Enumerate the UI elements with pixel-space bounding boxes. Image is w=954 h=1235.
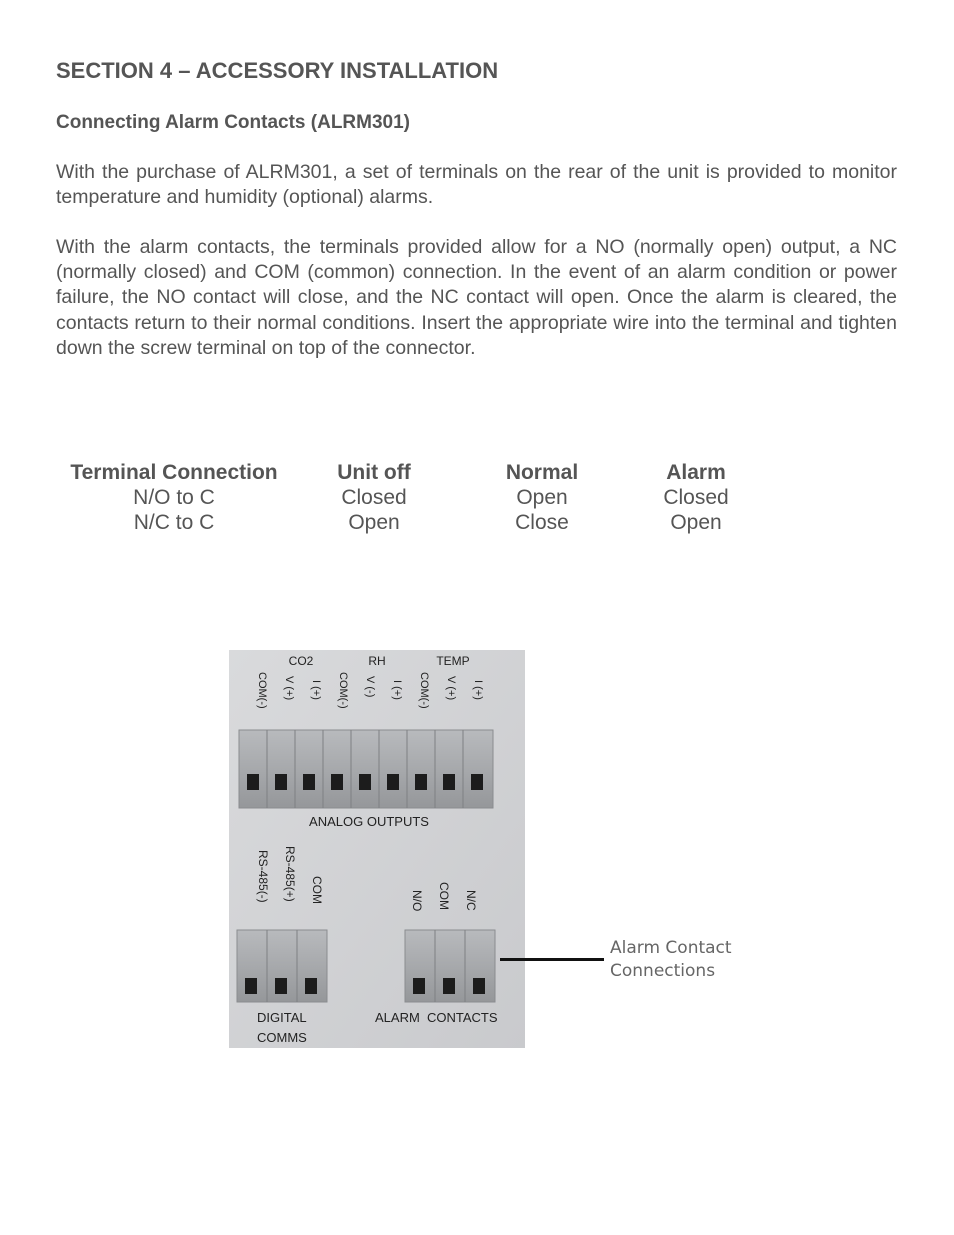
table-row (58, 510, 766, 535)
table-header: Unit off (337, 461, 411, 484)
digital-comms-block (237, 930, 327, 1002)
table-row (58, 485, 766, 510)
table-cell: Closed (663, 486, 729, 509)
table-cell: Open (348, 511, 400, 534)
analog-terminal-label: COM(-) (256, 672, 268, 709)
digital-comms-caption: COMMS (257, 1030, 307, 1045)
digital-comms-caption: DIGITAL (257, 1010, 307, 1025)
table-cell: Open (670, 511, 722, 534)
table-cell: Open (516, 486, 568, 509)
analog-terminal-label: V (+) (283, 676, 295, 701)
table-header-row (58, 460, 766, 485)
callout-line-2: Connections (610, 961, 716, 981)
table-cell: Closed (341, 486, 407, 509)
table-cell: Close (515, 511, 569, 534)
comms-terminal-label: COM (310, 876, 324, 904)
alarm-contacts-block (405, 930, 495, 1002)
table-cell: N/C to C (133, 511, 215, 534)
group-label-temp: TEMP (436, 654, 470, 668)
analog-terminal-label: V (-) (364, 676, 376, 698)
analog-terminal-label: I (+) (472, 680, 484, 700)
alarm-contact-callout (610, 937, 732, 983)
analog-terminal-block (239, 730, 493, 808)
analog-terminal-label: V (+) (445, 676, 457, 701)
comms-terminal-label: RS-485(+) (283, 846, 297, 902)
contacts-paragraph: With the alarm contacts, the terminals provided allow for a NO (normally open) output, a NC (normally closed) and COM (common) connection. In the event of an alarm condition or power failure, the NO contact will close, and the NC contact will open. Once the alarm is cleared, the contacts return to their normal conditions. Insert the appropriate wire into the terminal and tighten down the screw terminal on top of the connector. (56, 236, 897, 359)
analog-terminal-label: I (+) (391, 680, 403, 700)
group-label-rh: RH (368, 654, 386, 668)
alarm-contact-table (58, 460, 766, 535)
callout-pointer-line (500, 958, 604, 961)
analog-terminal-label: I (+) (310, 680, 322, 700)
intro-paragraph: With the purchase of ALRM301, a set of terminals on the rear of the unit is provided to monitor temperature and humidity (optional) alarms. (56, 161, 897, 209)
section-title: SECTION 4 – ACCESSORY INSTALLATION (56, 58, 499, 83)
table-header: Terminal Connection (70, 461, 278, 484)
alarm-contacts-caption: ALARM CONTACTS (375, 1010, 498, 1025)
terminal-block-drawing (229, 650, 525, 1050)
table-header: Alarm (666, 461, 726, 484)
analog-outputs-caption: ANALOG OUTPUTS (309, 814, 429, 829)
terminal-block-photo (229, 650, 525, 1050)
table-cell: N/O to C (133, 486, 215, 509)
comms-terminal-label: RS-485(-) (256, 850, 270, 903)
group-label-co2: CO2 (288, 654, 314, 668)
alarm-terminal-label: COM (437, 882, 451, 910)
callout-line-1: Alarm Contact (610, 938, 732, 958)
table-header: Normal (505, 461, 579, 484)
analog-terminal-label: COM(-) (418, 672, 430, 709)
alarm-terminal-label: N/O (410, 890, 424, 912)
subsection-title: Connecting Alarm Contacts (ALRM301) (56, 112, 410, 133)
alarm-terminal-label: N/C (464, 890, 478, 911)
analog-terminal-label: COM(-) (337, 672, 349, 709)
